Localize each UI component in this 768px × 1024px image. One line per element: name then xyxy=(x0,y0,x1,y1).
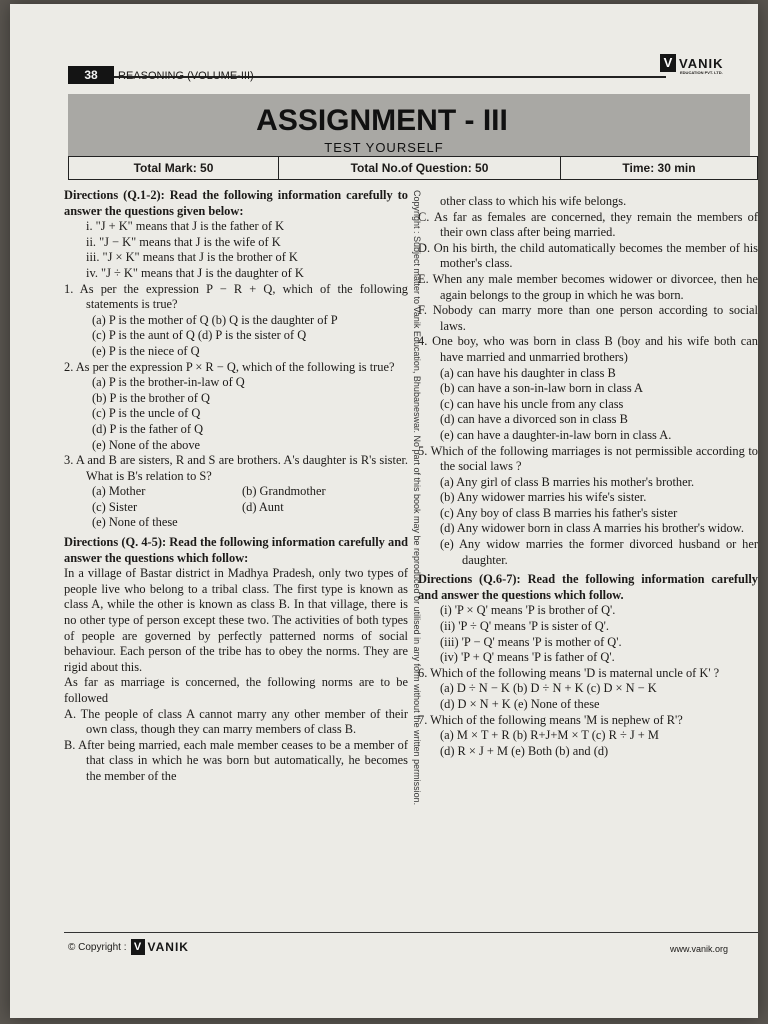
passage-paragraph-2: As far as marriage is concerned, the following norms are to be followed xyxy=(64,675,408,705)
option: (c) P is the aunt of Q (d) P is the sister of Q xyxy=(92,328,307,343)
logo-subtitle: EDUCATION PVT. LTD. xyxy=(680,70,723,75)
option: (e) Any widow marries the former divorced husband or her daughter. xyxy=(440,537,758,567)
page-number: 38 xyxy=(68,66,114,84)
rule-b-continued: other class to which his wife belongs. xyxy=(440,194,627,208)
question-5: 5. Which of the following marriages is not permissible according to the social laws ? xyxy=(418,443,758,474)
question-6: 6. Which of the following means 'D is maternal uncle of K' ? xyxy=(418,665,720,680)
option: (d) D × N + K (e) None of these xyxy=(440,697,600,711)
question-2: 2. As per the expression P × R − Q, which of the following is true? xyxy=(64,359,395,374)
book-title: REASONING (VOLUME-III) xyxy=(118,70,254,82)
footer-rule xyxy=(64,932,758,933)
question-5-options xyxy=(418,475,758,569)
option: (e) None of these xyxy=(92,515,178,530)
rule-b: B. After being married, each male member ceases to be a member of that class in which he was born but automatically, he becomes the member of the xyxy=(64,737,408,783)
code-item: ii. "J − K" means that J is the wife of K xyxy=(86,234,281,249)
question-4: 4. One boy, who was born in class B (boy and his wife both can have married and unmarried brothers) xyxy=(418,334,758,364)
footer-logo-name: VANIK xyxy=(147,940,189,954)
code-list xyxy=(64,219,408,281)
logo-name: VANIK xyxy=(679,55,724,71)
option: (c) can have his uncle from any class xyxy=(440,396,624,411)
question-3-options xyxy=(64,484,408,531)
option: (a) can have his daughter in class B xyxy=(440,365,616,380)
option: (d) Any widower born in class A marries his brother's widow. xyxy=(440,521,744,536)
rule-a: A. The people of class A cannot marry any other member of their own class, though they can marry members of class B. xyxy=(64,706,408,737)
option: (a) D ÷ N − K (b) D ÷ N + K (c) D × N − K xyxy=(440,681,657,696)
directions-6-7: Directions (Q.6-7): Read the following information carefully and answer the questions which follow. xyxy=(418,572,758,602)
code-item: iii. "J × K" means that J is the brother of K xyxy=(86,250,298,265)
rule-d: D. On his birth, the child automatically becomes the member of his mother's class. xyxy=(418,240,758,271)
time-limit: Time: 30 min xyxy=(622,161,696,175)
total-questions: Total No.of Question: 50 xyxy=(279,157,561,179)
question-2-options xyxy=(64,375,408,453)
copyright-label: © Copyright : xyxy=(68,941,127,953)
option: (a) Mother xyxy=(92,484,146,499)
option: (d) P is the father of Q xyxy=(92,421,204,436)
total-mark: Total Mark: 50 xyxy=(69,157,279,179)
option: (e) can have a daughter-in-law born in class A. xyxy=(440,427,672,442)
option: (d) Aunt xyxy=(242,499,284,514)
option: (a) P is the brother-in-law of Q xyxy=(92,375,245,390)
code-item: iv. "J ÷ K" means that J is the daughter of K xyxy=(86,265,304,280)
rule-f: F. Nobody can marry more than one person according to social laws. xyxy=(418,303,758,333)
v-logo-icon: V xyxy=(660,54,676,72)
option: (c) Sister xyxy=(92,499,138,514)
left-column xyxy=(64,188,408,785)
option: (a) P is the mother of Q (b) Q is the daughter of P xyxy=(92,312,338,327)
question-1: 1. As per the expression P − R + Q, which of the following statements is true? xyxy=(64,281,408,312)
option: (e) None of the above xyxy=(92,437,201,452)
assignment-subtitle: TEST YOURSELF xyxy=(324,140,444,155)
option: (d) can have a divorced son in class B xyxy=(440,412,628,427)
option: (a) M × T + R (b) R+J+M × T (c) R ÷ J + M xyxy=(440,728,659,743)
question-7-options xyxy=(418,728,758,759)
directions-4-5: Directions (Q. 4-5): Read the following information carefully and answer the questions which follow: xyxy=(64,535,408,565)
option: (c) P is the uncle of Q xyxy=(92,406,201,421)
code-list-2 xyxy=(418,603,758,665)
code-item: i. "J + K" means that J is the father of K xyxy=(86,219,285,234)
footer-logo xyxy=(131,939,189,955)
vanik-logo xyxy=(660,54,724,75)
passage-paragraph: In a village of Bastar district in Madhya Pradesh, only two types of people live who belong to a tribal class. The first type is known as class A, while the other is known as class B. In that village, there is no other type of person except these two. The activities of both types of people are governed by perfectly patterned norms of social behaviour. Each person of the tribe has to obey the norms. They are rigid about this. xyxy=(64,566,408,674)
v-logo-icon: V xyxy=(131,939,145,955)
directions-1-2: Directions (Q.1-2): Read the following information carefully to answer the questions given below: xyxy=(64,188,408,218)
info-table xyxy=(68,156,758,180)
question-7: 7. Which of the following means 'M is nephew of R'? xyxy=(418,712,683,727)
question-3: 3. A and B are sisters, R and S are brothers. A's daughter is R's sister. What is B's relation to S? xyxy=(64,453,408,483)
side-copyright-text: Copyright : Subject matter to Vanik Education, Bhubaneswar. No part of this book may be reproduced or utilised in any form without the written permission. xyxy=(412,190,422,806)
option: (d) R × J + M (e) Both (b) and (d) xyxy=(440,743,609,758)
footer-url: www.vanik.org xyxy=(670,944,729,954)
code-item: (i) 'P × Q' means 'P is brother of Q'. xyxy=(440,603,616,618)
right-column xyxy=(418,194,758,759)
code-item: (iii) 'P − Q' means 'P is mother of Q'. xyxy=(440,634,622,649)
option: (b) P is the brother of Q xyxy=(92,390,210,405)
rule-c: C. As far as females are concerned, they remain the members of their own class after being married. xyxy=(418,209,758,240)
rule-e: E. When any male member becomes widower or divorcee, then he again belongs to the group in which he was born. xyxy=(418,271,758,302)
option: (e) P is the niece of Q xyxy=(92,343,200,358)
assignment-title: ASSIGNMENT - III xyxy=(256,104,508,137)
question-6-options xyxy=(418,681,758,712)
code-item: (ii) 'P ÷ Q' means 'P is sister of Q'. xyxy=(440,619,609,634)
question-1-options xyxy=(64,313,408,360)
option: (c) Any boy of class B marries his father's sister xyxy=(440,505,678,520)
option: (b) Grandmother xyxy=(242,484,326,499)
option: (a) Any girl of class B marries his mother's brother. xyxy=(440,474,695,489)
option: (b) Any widower marries his wife's sister. xyxy=(440,490,647,505)
book-page xyxy=(10,4,758,1018)
option: (b) can have a son-in-law born in class A xyxy=(440,381,644,396)
footer-copyright xyxy=(68,939,189,955)
code-item: (iv) 'P + Q' means 'P is father of Q'. xyxy=(440,650,615,665)
question-4-options xyxy=(418,366,758,444)
